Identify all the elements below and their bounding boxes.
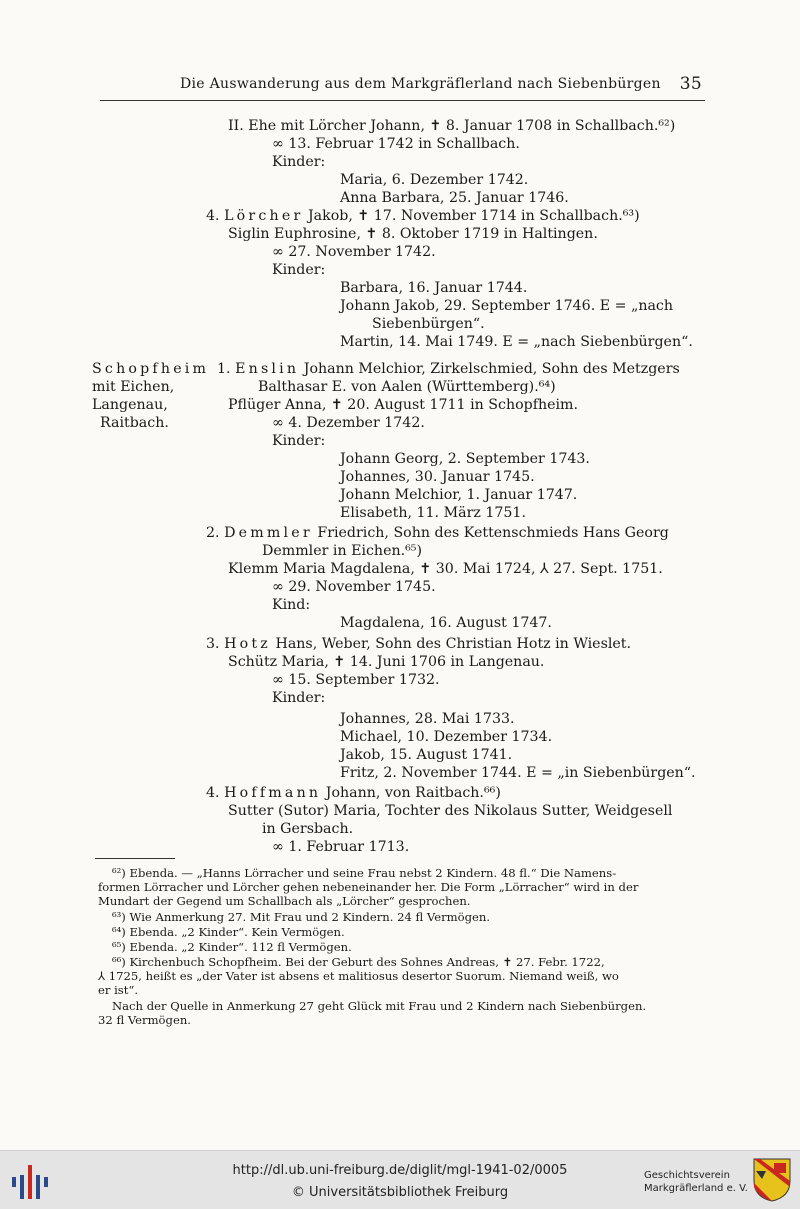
entry-line: Demmler in Eichen.⁶⁵) — [262, 543, 423, 559]
entry-line: ∞ 29. November 1745. — [272, 579, 436, 595]
entry-line: 4. Hoffmann Johann, von Raitbach.⁶⁶) — [206, 785, 501, 801]
entry-line: Siglin Euphrosine, ✝ 8. Oktober 1719 in Haltingen. — [228, 226, 598, 242]
copyright-text: © Universitätsbibliothek Freiburg — [291, 1185, 509, 1200]
footnote-line: ⁶⁵) Ebenda. „2 Kinder“. 112 fl Vermögen. — [112, 940, 352, 954]
footnote-line: ⁶⁶) Kirchenbuch Schopfheim. Bei der Geburt des Sohnes Andreas, ✝ 27. Febr. 1722, — [112, 955, 605, 969]
entry-line: Kinder: — [272, 690, 326, 706]
entry-line: Barbara, 16. Januar 1744. — [340, 280, 528, 296]
entry-line: 4. Lörcher Jakob, ✝ 17. November 1714 in Schallbach.⁶³) — [206, 208, 640, 224]
page-number: 35 — [679, 74, 702, 94]
entry-line: Siebenbürgen“. — [372, 316, 485, 332]
entry-line: in Gersbach. — [262, 821, 354, 837]
entry-line: Sutter (Sutor) Maria, Tochter des Nikolaus Sutter, Weidgesell — [228, 803, 673, 819]
entry-line: II. Ehe mit Lörcher Johann, ✝ 8. Januar 1708 in Schallbach.⁶²) — [228, 118, 676, 134]
entry-line: Kinder: — [272, 154, 326, 170]
viewer-footer — [0, 1150, 800, 1209]
entry-line: ∞ 13. Februar 1742 in Schallbach. — [272, 136, 520, 152]
header-rule — [100, 100, 705, 101]
entry-line: 3. Hotz Hans, Weber, Sohn des Christian Hotz in Wieslet. — [206, 636, 632, 652]
footnote-line: ⁶³) Wie Anmerkung 27. Mit Frau und 2 Kindern. 24 fl Vermögen. — [112, 910, 491, 924]
footnote-line: Nach der Quelle in Anmerkung 27 geht Glück mit Frau und 2 Kindern nach Siebenbürgen. — [112, 999, 647, 1013]
entry-line: Schütz Maria, ✝ 14. Juni 1706 in Langenau. — [228, 654, 545, 670]
entry-line: ∞ 27. November 1742. — [272, 244, 436, 260]
entry-line: 1. Enslin Johann Melchior, Zirkelschmied, Sohn des Metzgers — [217, 361, 680, 377]
entry-line: Fritz, 2. November 1744. E = „in Siebenbürgen“. — [340, 765, 696, 781]
entry-line: Johann Melchior, 1. Januar 1747. — [340, 487, 578, 503]
entry-line: Elisabeth, 11. März 1751. — [340, 505, 526, 521]
society-name: Geschichtsverein Markgräflerland e. V. — [644, 1170, 748, 1194]
sidebar-line: Langenau, — [92, 397, 168, 413]
entry-line: Michael, 10. Dezember 1734. — [340, 729, 553, 745]
entry-line: Johannes, 28. Mai 1733. — [340, 711, 515, 727]
entry-line: Jakob, 15. August 1741. — [340, 747, 513, 763]
entry-line: ∞ 1. Februar 1713. — [272, 839, 410, 855]
entry-line: Pflüger Anna, ✝ 20. August 1711 in Schopfheim. — [228, 397, 578, 413]
entry-line: 2. Demmler Friedrich, Sohn des Kettenschmieds Hans Georg — [206, 525, 669, 541]
entry-line: Balthasar E. von Aalen (Württemberg).⁶⁴) — [258, 379, 556, 395]
society-crest-icon[interactable] — [752, 1157, 792, 1203]
footnote-line: Mundart der Gegend um Schallbach als „Lörcher“ gesprochen. — [98, 894, 471, 908]
entry-line: Kinder: — [272, 262, 326, 278]
entry-line: ∞ 4. Dezember 1742. — [272, 415, 425, 431]
footnote-line: 32 fl Vermögen. — [98, 1013, 191, 1027]
sidebar-place: Schopfheim — [92, 361, 210, 377]
running-title: Die Auswanderung aus dem Markgräflerland nach Siebenbürgen — [180, 76, 661, 92]
entry-line: Anna Barbara, 25. Januar 1746. — [340, 190, 569, 206]
entry-line: Johann Georg, 2. September 1743. — [340, 451, 590, 467]
entry-line: Kinder: — [272, 433, 326, 449]
entry-line: Johannes, 30. Januar 1745. — [340, 469, 535, 485]
sidebar-line: mit Eichen, — [92, 379, 175, 395]
entry-line: Klemm Maria Magdalena, ✝ 30. Mai 1724, ⅄ 27. Sept. 1751. — [228, 561, 663, 577]
entry-line: Martin, 14. Mai 1749. E = „nach Siebenbürgen“. — [340, 334, 693, 350]
footnote-line: ⁶²) Ebenda. — „Hanns Lörracher und seine Frau nebst 2 Kindern. 48 fl.“ Die Namens- — [112, 866, 617, 880]
footnote-line: ⅄ 1725, heißt es „der Vater ist absens et malitiosus desertor Suorum. Niemand weiß, wo — [98, 969, 619, 983]
document-url-link[interactable]: http://dl.ub.uni-freiburg.de/diglit/mgl-1941-02/0005 — [232, 1163, 568, 1178]
entry-line: Johann Jakob, 29. September 1746. E = „nach — [340, 298, 674, 314]
sidebar-line: Raitbach. — [100, 415, 169, 431]
entry-line: Kind: — [272, 597, 311, 613]
entry-line: ∞ 15. September 1732. — [272, 672, 440, 688]
entry-line: Magdalena, 16. August 1747. — [340, 615, 552, 631]
footnote-rule — [95, 858, 175, 859]
entry-line: Maria, 6. Dezember 1742. — [340, 172, 529, 188]
footnote-line: er ist“. — [98, 983, 139, 997]
footnote-line: ⁶⁴) Ebenda. „2 Kinder“. Kein Vermögen. — [112, 925, 345, 939]
footnote-line: formen Lörracher und Lörcher gehen nebeneinander her. Die Form „Lörracher“ wird in der — [98, 880, 639, 894]
